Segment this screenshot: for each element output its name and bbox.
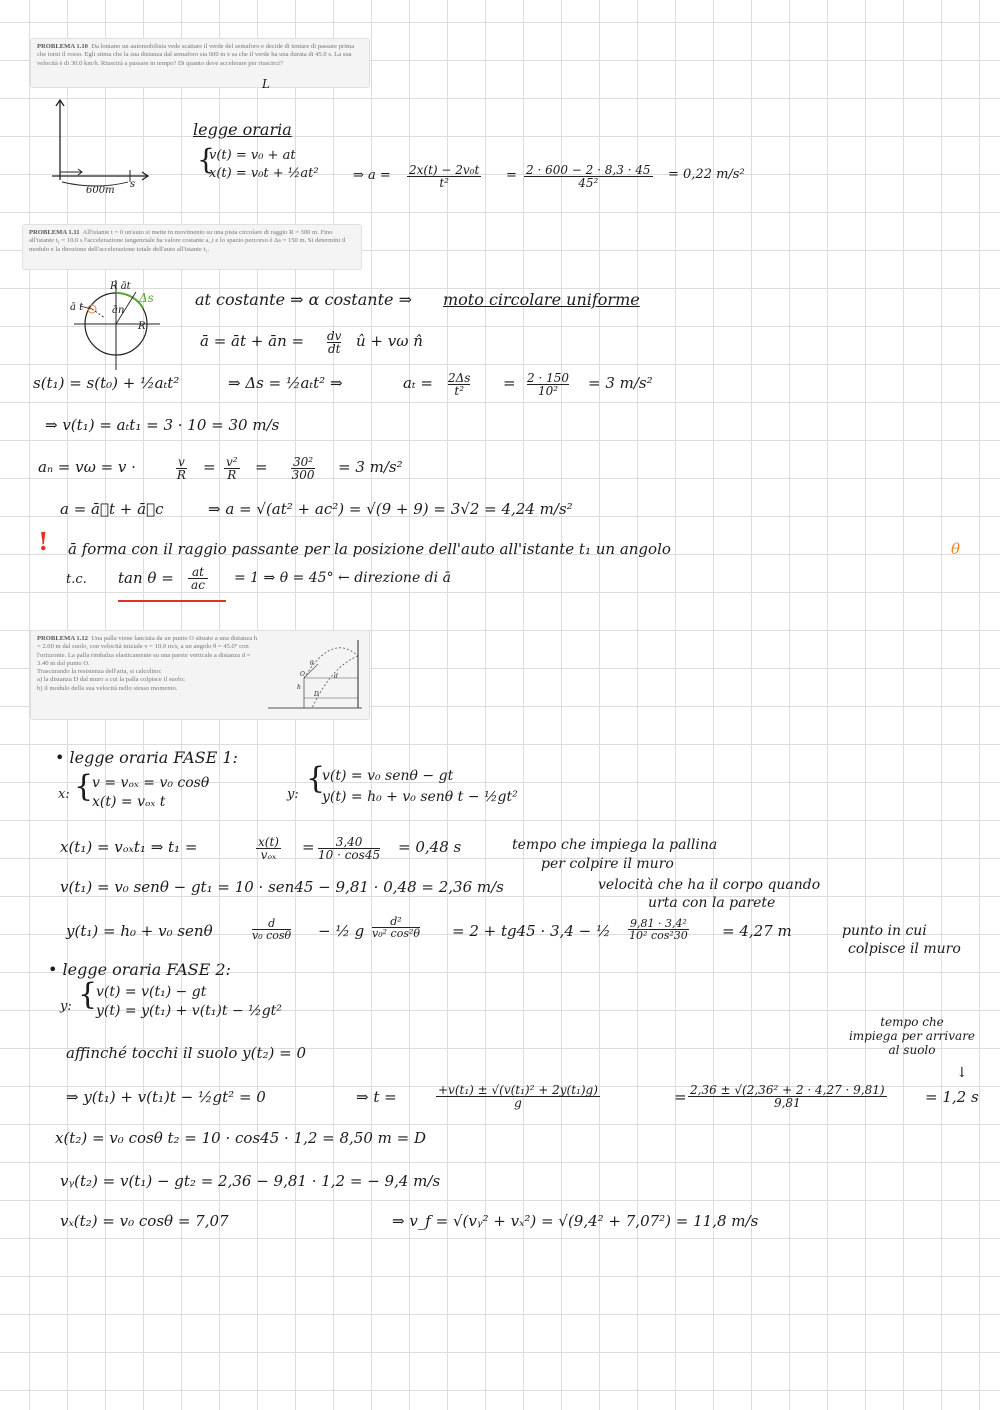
equals: =	[674, 1088, 687, 1106]
t1-prefix: x(t₁) = vₒₓt₁ ⇒ t₁ =	[60, 838, 198, 856]
fraction-v-r	[176, 456, 187, 481]
vx-t2-eq: vₓ(t₂) = v₀ cosθ = 7,07	[60, 1212, 229, 1230]
exclamation-icon: !	[38, 527, 49, 556]
problem-text-3: a) la distanza D dal muro a cui la palla colpisce il suolo;	[37, 676, 185, 684]
denominator: v₀ cosθ	[252, 929, 292, 942]
numerator: 2x(t) − 2v₀t	[409, 163, 480, 177]
t2-result: = 1,2 s	[925, 1088, 979, 1106]
fraction-30-300	[291, 456, 315, 481]
fraction-quadratic	[436, 1084, 600, 1109]
problem-text: Da lontano un automobilista vede scattare il verde del semaforo e decide di tentare di passare prima che torni il rosso. Egli stima che la sua distanza dal semaforo sia 600 m e sa che il verde ha una durata di 45.0 s. La sua velocità è di 30.0 km/h. Riuscirà a passare in tempo? Di quanto deve accelerare per riuscirci?	[37, 43, 355, 67]
h-label: h	[297, 684, 301, 691]
circle-diagram-1-11	[70, 278, 170, 378]
problem-text: All'istante t = 0 un'auto si mette in movimento su una pista circolare di raggio R = 300 m. Fino all'istante t₁ = 10.0 s l'accelerazione tangenziale ha valore costante a_t e lo spazio percorso è Δs = 150 m. Si determini il modulo e la direzione dell'accelerazione totale dell'auto all'istante t₁.	[29, 229, 346, 253]
red-underline	[118, 599, 228, 603]
fraction-dv-dt	[327, 330, 341, 355]
fraction-v2-r	[224, 456, 240, 481]
at-prefix: aₜ =	[403, 374, 433, 392]
numerator: 2,36 ± √(2,36² + 2 · 4,27 · 9,81)	[690, 1083, 885, 1097]
equation-velocity: v(t) = v₀ + at	[209, 148, 296, 163]
numerator: +v(t₁) ± √(v(t₁)² + 2y(t₁)g)	[438, 1083, 598, 1097]
problem-label: PROBLEMA 1.12	[37, 635, 88, 642]
y-t1-result: = 4,27 m	[722, 922, 792, 940]
phase-2-position: y(t) = y(t₁) + v(t₁)t − ½gt²	[96, 1003, 282, 1019]
numerator: v	[178, 455, 185, 469]
y-label-phase-2: y:	[60, 999, 72, 1014]
fraction-at-ac	[188, 566, 208, 591]
fraction-d2-v2cos2	[372, 916, 420, 939]
normal-acc-label: ān	[112, 305, 125, 316]
x-label: x:	[58, 787, 70, 802]
ground-condition: affinché tocchi il suolo y(t₂) = 0	[66, 1044, 307, 1062]
equals: =	[503, 374, 516, 392]
down-arrow-icon: ↓	[956, 1065, 968, 1081]
space-equation: s(t₁) = s(t₀) + ½aₜt²	[33, 374, 180, 392]
problem-text: Una palla viene lanciata da un punto O situato a una distanza h = 2.00 m dal suolo, con velocità iniziale v = 10.0 m/s, a un angolo θ = 45.0° con l'orizzonte. La palla rimbalza elasticamente su una parete verticale a distanza d = 3.40 m dal punto O.	[37, 635, 258, 667]
fraction-2-150	[527, 372, 569, 397]
uniform-motion: moto circolare uniforme	[443, 290, 640, 309]
problem-label: PROBLEMA 1.11	[29, 229, 80, 236]
y-t1-prefix: y(t₁) = h₀ + v₀ senθ	[66, 922, 213, 940]
denominator: R	[227, 468, 237, 482]
problem-text-4: b) il modulo della sua velocità nello stesso momento.	[37, 684, 178, 692]
line-constant: at costante ⇒ α costante ⇒	[195, 290, 412, 309]
x-velocity: v = vₒₓ = v₀ cosθ	[92, 775, 210, 791]
equals: =	[203, 458, 216, 476]
numerator: 2Δs	[448, 371, 471, 385]
normal-acc-result: = 3 m/s²	[338, 458, 403, 476]
acc-components: û + vω n̂	[356, 332, 423, 350]
tangential-acc-label: ā t	[70, 302, 84, 313]
numerator: 9,81 · 3,4²	[630, 917, 687, 930]
note-velocity-wall: velocità che ha il corpo quando	[598, 877, 821, 893]
arc-label: Δs	[139, 291, 154, 305]
total-acc-vector: a = ā⃗t + ā⃗c	[60, 500, 164, 518]
equation-position: x(t) = v₀t + ½at²	[209, 166, 319, 181]
brace: {	[306, 761, 326, 796]
radius-acc-label: R āt	[110, 281, 131, 292]
numerator: 3,40	[318, 836, 380, 849]
phase-2-velocity: v(t) = v(t₁) − gt	[96, 984, 207, 1000]
result-acceleration: = 0,22 m/s²	[668, 167, 745, 182]
velocity-t1: ⇒ v(t₁) = aₜt₁ = 3 · 10 = 30 m/s	[45, 416, 280, 434]
trajectory-diagram-1-12	[262, 636, 366, 714]
denominator: t²	[454, 384, 465, 398]
brace: {	[74, 769, 94, 804]
equals: =	[506, 168, 517, 183]
numerator: at	[188, 566, 208, 579]
problem-label: PROBLEMA 1.10	[37, 43, 88, 50]
note-time-wall-2: per colpire il muro	[541, 856, 674, 872]
theta-result: = 1 ⇒ θ = 45° ← direzione di ā	[234, 570, 451, 586]
numerator: 2 · 150	[527, 371, 569, 385]
fraction-2	[524, 164, 653, 189]
acc-sum: ā = āt + ān =	[200, 332, 305, 350]
fraction-x-vox	[256, 836, 281, 861]
solution-prefix: ⇒ a =	[353, 168, 391, 183]
t1-result: = 0,48 s	[398, 838, 462, 856]
denominator: 10 · cos45	[318, 848, 381, 862]
heading-legge-oraria: legge oraria	[193, 120, 292, 139]
delta-s-equation: ⇒ Δs = ½aₜt² ⇒	[228, 374, 343, 392]
denominator: 10² cos²30	[629, 929, 688, 942]
denominator: t²	[439, 176, 449, 190]
big-d-label: D	[314, 691, 319, 698]
numerator: v²	[226, 455, 238, 469]
note-velocity-wall-2: urta con la parete	[648, 895, 776, 911]
fraction-1	[407, 164, 481, 189]
note-wall-point: punto in cui	[842, 923, 927, 939]
y-t1-substitution: = 2 + tg45 · 3,4 − ½	[452, 922, 611, 940]
s-label: s	[130, 179, 136, 190]
phase-2-heading: • legge oraria FASE 2:	[48, 960, 231, 979]
quadratic-equation: ⇒ y(t₁) + v(t₁)t − ½gt² = 0	[66, 1088, 266, 1106]
denominator: v₀² cos²θ	[372, 927, 420, 940]
denominator: ac	[191, 578, 205, 592]
distance-label: 600m	[86, 185, 115, 196]
d-label: d	[334, 673, 338, 680]
denominator: vₒₓ	[260, 848, 277, 862]
radius-label: R	[138, 321, 146, 332]
fraction-d-vcos	[252, 918, 291, 941]
vy-t2-eq: vᵧ(t₂) = v(t₁) − gt₂ = 2,36 − 9,81 · 1,2 = − 9,4 m/s	[60, 1172, 441, 1190]
brace: {	[78, 977, 98, 1012]
numerator: x(t)	[258, 835, 279, 849]
tc-label: t.c.	[66, 572, 87, 587]
equals: =	[255, 458, 268, 476]
half-g: − ½ g	[318, 922, 365, 940]
theta-symbol: θ	[951, 540, 961, 558]
fraction-quadratic-values	[688, 1084, 887, 1109]
denominator: R	[176, 468, 186, 482]
x-t2-eq: x(t₂) = v₀ cosθ t₂ = 10 · cos45 · 1,2 = 8,50 m = D	[55, 1129, 427, 1147]
problem-box-1-10	[30, 38, 370, 91]
numerator: dv	[327, 329, 342, 343]
numerator: 2 · 600 − 2 · 8,3 · 45	[526, 163, 651, 177]
x-position: x(t) = vₒₓ t	[92, 794, 166, 810]
denominator: 300	[291, 468, 315, 482]
final-velocity: ⇒ v_f = √(vᵧ² + vₓ²) = √(9,4² + 7,07²) = 11,8 m/s	[392, 1212, 759, 1230]
problem-text-2: Trascurando la resistenza dell'aria, si calcolino:	[37, 668, 162, 676]
numerator: d	[252, 918, 291, 930]
at-result: = 3 m/s²	[588, 374, 653, 392]
normal-acc-eq: aₙ = vω = v ·	[38, 458, 136, 476]
brace: {	[197, 143, 215, 176]
theta-label: θ	[310, 660, 314, 667]
y-velocity: v(t) = v₀ senθ − gt	[322, 768, 454, 784]
axis-diagram-1-10	[48, 96, 158, 196]
y-position: y(t) = h₀ + v₀ senθ t − ½gt²	[322, 789, 518, 805]
denominator: dt	[327, 342, 341, 356]
phase-1-heading: • legge oraria FASE 1:	[55, 748, 238, 767]
problem-box-1-11	[22, 224, 362, 270]
origin-label: O	[300, 671, 305, 678]
fraction-340-cos	[318, 836, 380, 861]
note-wall-point-2: colpisce il muro	[848, 941, 961, 957]
numerator: d²	[372, 916, 420, 928]
denominator: 10²	[537, 384, 559, 398]
numerator: 30²	[293, 455, 314, 469]
margin-mark: L	[262, 77, 270, 91]
t-prefix: ⇒ t =	[356, 1088, 397, 1106]
total-acc-modulus: ⇒ a = √(at² + ac²) = √(9 + 9) = 3√2 = 4,24 m/s²	[208, 500, 573, 518]
note-ground-time: tempo che impiega per arrivare al suolo	[848, 1015, 976, 1057]
direction-statement: ā forma con il raggio passante per la posizione dell'auto all'istante t₁ un angolo	[68, 540, 671, 558]
velocity-t1-eq: v(t₁) = v₀ senθ − gt₁ = 10 · sen45 − 9,81 · 0,48 = 2,36 m/s	[60, 878, 504, 896]
denominator: 9,81	[773, 1096, 801, 1110]
equals: =	[302, 838, 315, 856]
y-label: y:	[287, 787, 299, 802]
tan-prefix: tan θ =	[118, 569, 174, 587]
fraction-substituted	[628, 918, 689, 941]
denominator: 45²	[578, 176, 599, 190]
note-time-wall: tempo che impiega la pallina	[512, 837, 718, 853]
fraction-2ds	[448, 372, 470, 397]
denominator: g	[514, 1096, 522, 1110]
